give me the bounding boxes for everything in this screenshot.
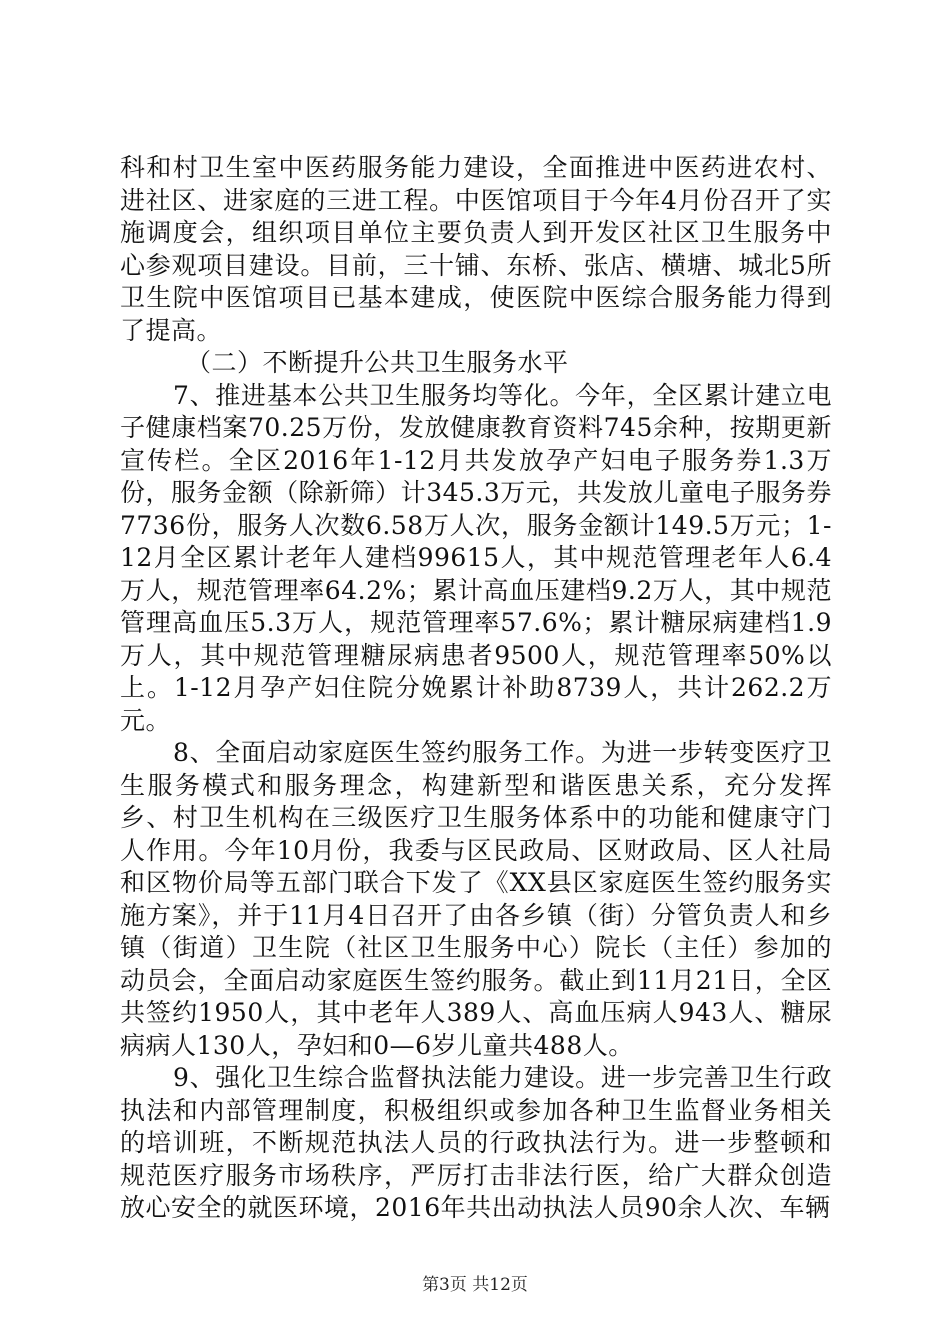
paragraph-item-8: 8、全面启动家庭医生签约服务工作。为进一步转变医疗卫生服务模式和服务理念，构建新型和谐医患关系，充分发挥乡、村卫生机构在三级医疗卫生服务体系中的功能和健康守门人作用。今年10月份，我委与区民政局、区财政局、区人社局和区物价局等五部门联合下发了《XX县区家庭医生签约服务实施方案》，并于11月4日召开了由各乡镇（街）分管负责人和乡镇（街道）卫生院（社区卫生服务中心）院长（主任）参加的动员会，全面启动家庭医生签约服务。截止到11月21日，全区共签约1950人，其中老年人389人、高血压病人943人、糖尿病病人130人，孕妇和0—6岁儿童共488人。 <box>120 738 832 1060</box>
paragraph-item-9: 9、强化卫生综合监督执法能力建设。进一步完善卫生行政执法和内部管理制度，积极组织或参加各种卫生监督业务相关的培训班，不断规范执法人员的行政执法行为。进一步整顿和规范医疗服务市场秩序，严厉打击非法行医，给广大群众创造放心安全的就医环境，2016年共出动执法人员90余人次、车辆 <box>120 1063 832 1222</box>
page-number-footer: 第3页 共12页 <box>422 1275 528 1295</box>
document-body <box>120 152 832 1225</box>
section-heading: （二）不断提升公共卫生服务水平 <box>186 348 569 377</box>
paragraph-continuation: 科和村卫生室中医药服务能力建设，全面推进中医药进农村、进社区、进家庭的三进工程。中医馆项目于今年4月份召开了实施调度会，组织项目单位主要负责人到开发区社区卫生服务中心参观项目建设。目前，三十铺、东桥、张店、横塘、城北5所卫生院中医馆项目已基本建成，使医院中医综合服务能力得到了提高。 <box>120 153 832 345</box>
paragraph-item-7: 7、推进基本公共卫生服务均等化。今年，全区累计建立电子健康档案70.25万份，发放健康教育资料745余种，按期更新宣传栏。全区2016年1-12月共发放孕产妇电子服务券1.3万份，服务金额（除新筛）计345.3万元，共发放儿童电子服务券7736份，服务人次数6.58万人次，服务金额计149.5万元；1-12月全区累计老年人建档99615人，其中规范管理老年人6.4万人，规范管理率64.2%；累计高血压建档9.2万人，其中规范管理高血压5.3万人，规范管理率57.6%；累计糖尿病建档1.9万人，其中规范管理糖尿病患者9500人，规范管理率50%以上。1-12月孕产妇住院分娩累计补助8739人，共计262.2万元。 <box>120 380 832 735</box>
